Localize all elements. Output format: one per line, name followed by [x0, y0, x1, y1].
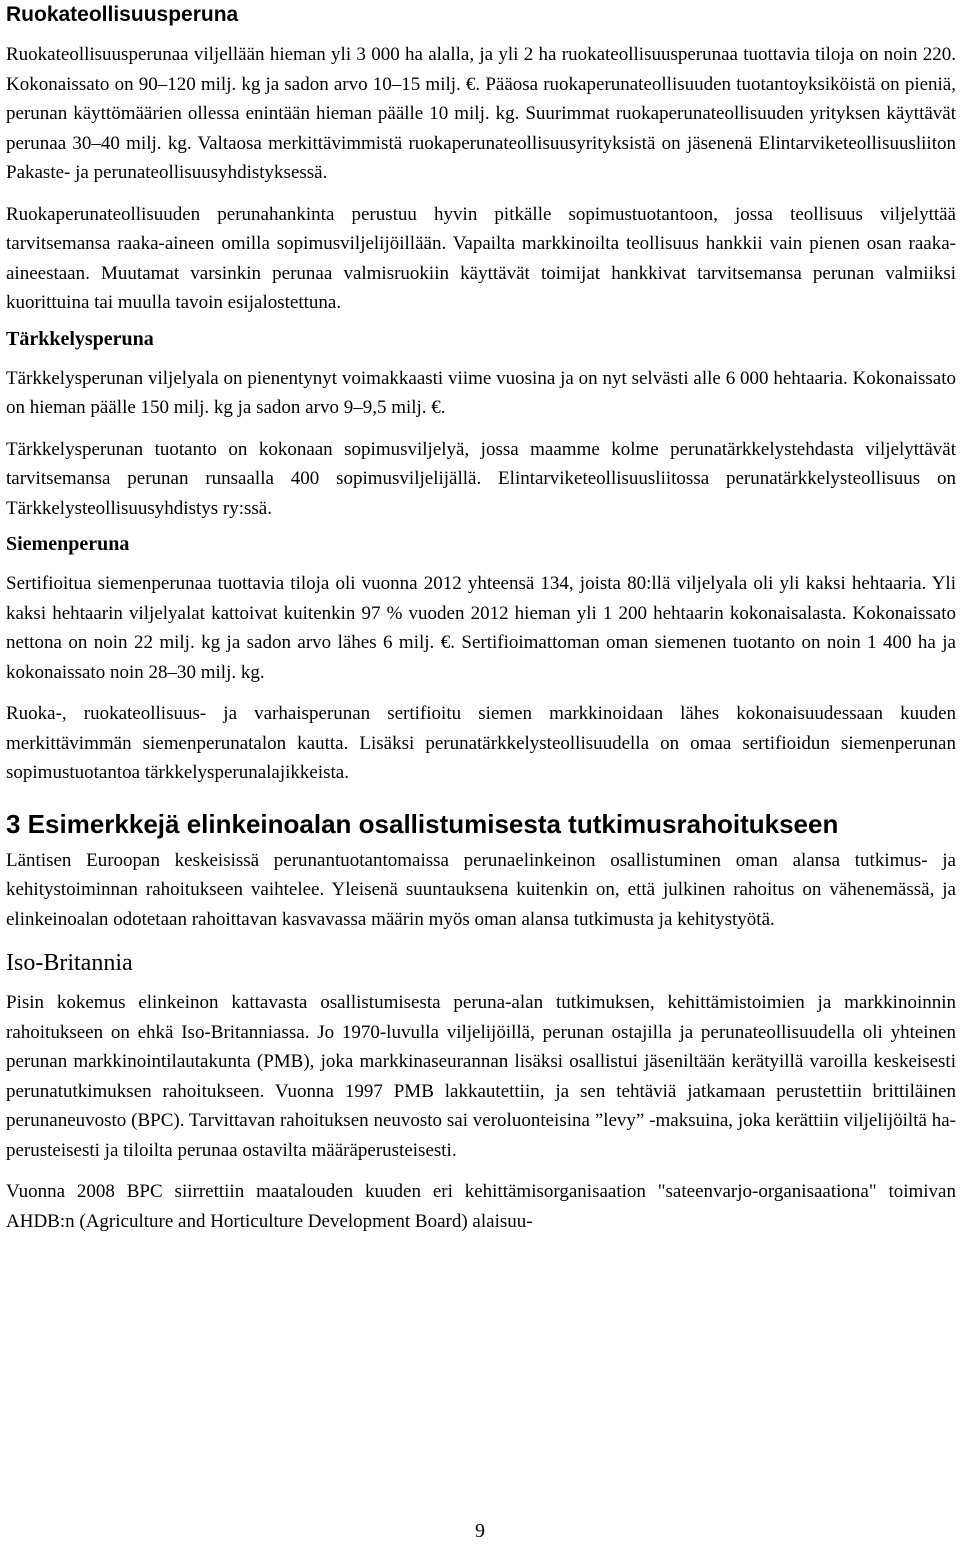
section-title-tarkkelysperuna: Tärkkelysperuna: [6, 327, 154, 350]
paragraph-chapter3-1: Läntisen Euroopan keskeisissä perunantuotantomaissa perunaelinkeinon osallistuminen oman alansa tutkimus- ja kehitystoiminnan rahoitukseen vaihtelee. Yleisenä suuntauksena kuitenkin on, että julkinen rahoitus on vähenemässä, ja elinkeinoalan odotetaan rahoittavan kasvavassa määrin myös oman alansa tutkimusta ja kehitystyötä.: [6, 849, 956, 930]
section-title-siemenperuna: Siemenperuna: [6, 533, 130, 555]
section-title-ruokateollisuusperuna: Ruokateollisuusperuna: [6, 3, 239, 26]
paragraph-siemen-1: Sertifioitua siemenperunaa tuottavia tiloja oli vuonna 2012 yhteensä 134, joista 80:llä viljelyala oli yli kaksi hehtaaria. Yli kaksi hehtaarin viljelyalat kattoivat kuitenkin 97 % vuoden 2012 hieman yli 1 200 hehtaarin kokonaisalasta. Kokonaissato nettona on noin 22 milj. kg ja sadon arvo lähes 6 milj. €. Sertifioimattoman oman siemenen tuotanto on noin 1 400 ha ja kokonaissato noin 28–30 milj. kg.: [6, 573, 956, 683]
document-page: [6, 0, 956, 1236]
paragraph-ruokateollisuus-1: Ruokateollisuusperunaa viljellään hieman yli 3 000 ha alalla, ja yli 2 ha ruokateollisuusperunaa tuottavia tiloja on noin 220. Kokonaissato on 90–120 milj. kg ja sadon arvo 10–15 milj. €. Pääosa ruokaperunateollisuuden tuotantoyksiköistä on pieniä, perunan käyttömäärien ollessa enintään hieman päälle 10 milj. kg. Suurimmat ruokaperunateollisuuden yrityksen käyttävät perunaa 30–40 milj. kg. Valtaosa merkittävimmistä ruokaperunateollisuusyrityksistä on jäsenenä Elintarviketeollisuusliiton Pakaste- ja perunateollisuusyhdistyksessä.: [6, 44, 956, 183]
chapter-title-3: 3 Esimerkkejä elinkeinoalan osallistumisesta tutkimusrahoitukseen: [6, 808, 839, 839]
paragraph-britannia-2: Vuonna 2008 BPC siirrettiin maatalouden kuuden eri kehittämisorganisaation "sateenvarjo-organisaationa" toimivan AHDB:n (Agriculture and Horticulture Development Board) alaisuu-: [6, 1181, 956, 1232]
paragraph-tarkkelys-2: Tärkkelysperunan tuotanto on kokonaan sopimusviljelyä, jossa maamme kolme perunatärkkelystehdasta viljelyttävät tarvitsemansa perunan runsaalla 400 sopimusviljelijällä. Elintarviketeollisuusliitossa perunatärkkelysteollisuus on Tärkkelysteollisuusyhdistys ry:ssä.: [6, 438, 956, 519]
page-number: 9: [475, 1520, 485, 1542]
paragraph-siemen-2: Ruoka-, ruokateollisuus- ja varhaisperunan sertifioitu siemen markkinoidaan lähes kokonaisuudessaan kuuden merkittävimmän siemenperunatalon kautta. Lisäksi perunatärkkelysteollisuudella on omaa sertifioidun siemenperunan sopimustuotantoa tärkkelysperunalajikkeista.: [6, 703, 956, 783]
paragraph-tarkkelys-1: Tärkkelysperunan viljelyala on pienentynyt voimakkaasti viime vuosina ja on nyt selvästi alle 6 000 hehtaaria. Kokonaissato on hieman päälle 150 milj. kg ja sadon arvo 9–9,5 milj. €.: [6, 367, 956, 418]
paragraph-britannia-1: Pisin kokemus elinkeinon kattavasta osallistumisesta peruna-alan tutkimuksen, kehittämistoimien ja markkinoinnin rahoitukseen on ehkä Iso-Britanniassa. Jo 1970-luvulla viljelijöillä, perunan ostajilla ja perunateollisuudella oli yhteinen perunan markkinointilautakunta (PMB), joka markkinaseurannan lisäksi osallistui jäseniltään kerätyillä varoilla keskeisesti perunatutkimuksen rahoitukseen. Vuonna 1997 PMB lakkautettiin, ja sen tehtäviä jatkamaan perustettiin brittiläinen perunaneuvosto (BPC). Tarvittavan rahoituksen neuvosto sai veroluonteisina ”levy” -maksuina, joka kerättiin viljelijöiltä ha-perusteisesti ja tiloilta perunaa ostavilta määräperusteisesti.: [6, 992, 956, 1161]
paragraph-ruokateollisuus-2: Ruokaperunateollisuuden perunahankinta perustuu hyvin pitkälle sopimustuotantoon, jossa teollisuus viljelyttää tarvitsemansa raaka-aineen omilla sopimusviljelijöillään. Vapailta markkinoilta teollisuus hankkii vain pienen osan raaka-aineestaan. Muutamat varsinkin perunaa valmisruokiin käyttävät toimijat hankkivat tarvitsemansa perunan valmiiksi kuorittuina tai muulla tavoin esijalostettuna.: [6, 203, 956, 313]
section-title-iso-britannia: Iso-Britannia: [6, 950, 133, 976]
